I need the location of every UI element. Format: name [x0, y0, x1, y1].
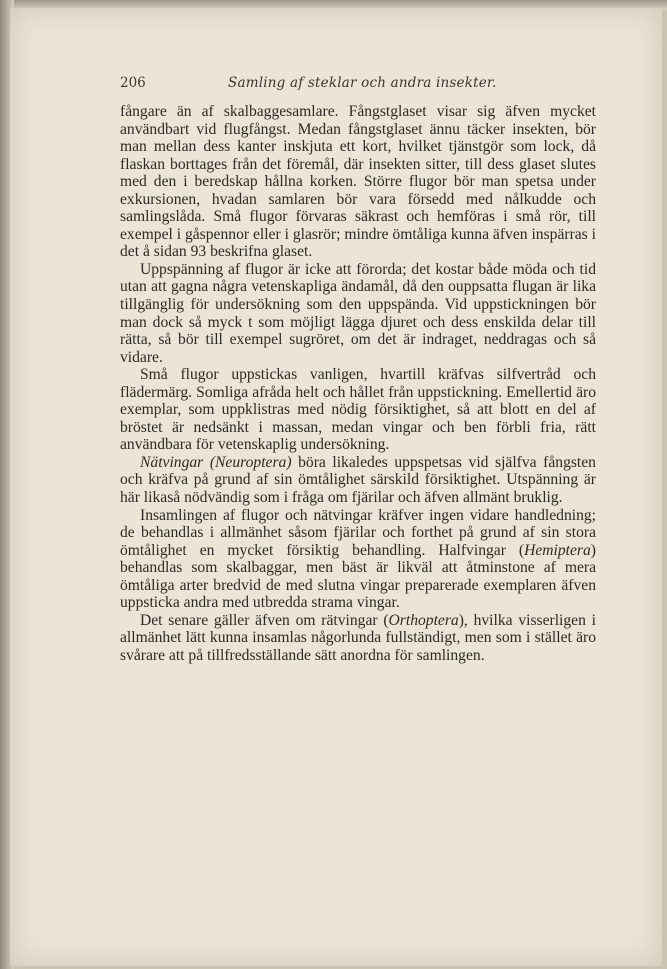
paragraph-text: ) behandlas som skalbaggar, men bäst är likväl att åtminstone af mera ömtåliga arter bredvid de med slutna vingar preparerade exemplaren äfven uppsticka andra med utbredda strama vingar. [120, 541, 596, 612]
term-hemiptera: Hemiptera [524, 541, 591, 559]
running-title: Samling af steklar och andra insekter. [228, 75, 497, 91]
paragraph-4 [120, 454, 596, 507]
term-neuroptera: Nätvingar (Neuroptera) [140, 453, 292, 471]
paragraph-1 [120, 103, 596, 261]
paragraph-text: ), hvilka visserligen i allmänhet lätt kunna insamlas någorlunda fullständigt, men som i stället äro svårare att på tillfredsställande sätt anordna för samlingen. [120, 611, 596, 664]
paragraph-6 [120, 612, 596, 665]
paragraph-text: böra likaledes uppspetsas vid själfva fångsten och kräfva på grund af sin ömtålighet särskild försiktighet. Utspänning är här likaså nödvändig som i fråga om fjärilar och äfven allmänt bruklig. [120, 453, 596, 507]
paragraph-5 [120, 507, 596, 612]
term-orthoptera: Orthoptera [388, 611, 459, 629]
paragraph-text: Uppspänning af flugor är icke att förorda; det kostar både möda och tid utan att gagna några vetenskapliga ändamål, då den ouppsatta flugan är lika tillgänglig för undersökning som den uppspända. Vid uppstickningen bör man dock så myck t som möjligt lägga djuret och dess enskilda delar till rätta, så bör till exempel sugröret, om det är indraget, neddragas och så vidare. [120, 260, 596, 366]
page-number: 206 [120, 75, 146, 91]
paragraph-text: Små flugor uppstickas vanligen, hvartill kräfvas silfvertråd och flädermärg. Somliga afråda helt och hållet från uppstickning. Emellertid äro exemplar, som uppklistras med nödig försiktighet, så att blott en del af bröstet är nedsänkt i massan, medan vingar och ben förbli fria, rätt användbara för vetenskaplig undersökning. [120, 366, 596, 454]
body-text [120, 103, 596, 665]
paragraph-text: Insamlingen af flugor och nätvingar kräfver ingen vidare handledning; de behandlas i allmänhet såsom fjärilar och forthet på grund af sin stora ömtålighet en mycket försiktig behandling. Halfvingar ( [120, 506, 596, 559]
paragraph-2 [120, 261, 596, 366]
paragraph-text: Det senare gäller äfven om rätvingar ( [140, 611, 389, 629]
paragraph-3 [120, 366, 596, 454]
paragraph-text: fångare än af skalbaggesamlare. Fångstglaset visar sig äfven mycket användbart vid flugfångst. Medan fångstglaset ännu täcker insekten, bör man mellan dess kanter inskjuta ett kort, hvilket tjänstgör som lock, då flaskan borttages från det föremål, där insekten sitter, till dess glaset slutes med den i beredskap hållna korken. Större flugor bör man spetsa under exkursionen, hvadan samlaren bör vara försedd med nålkudde och samlingslåda. Små flugor förvaras säkrast och hemföras i små rör, till exempel i gåspennor eller i glasrör; mindre ömtåliga kunna äfven inspärras i det å sidan 93 beskrifna glaset. [120, 103, 596, 261]
page-header [120, 75, 600, 95]
